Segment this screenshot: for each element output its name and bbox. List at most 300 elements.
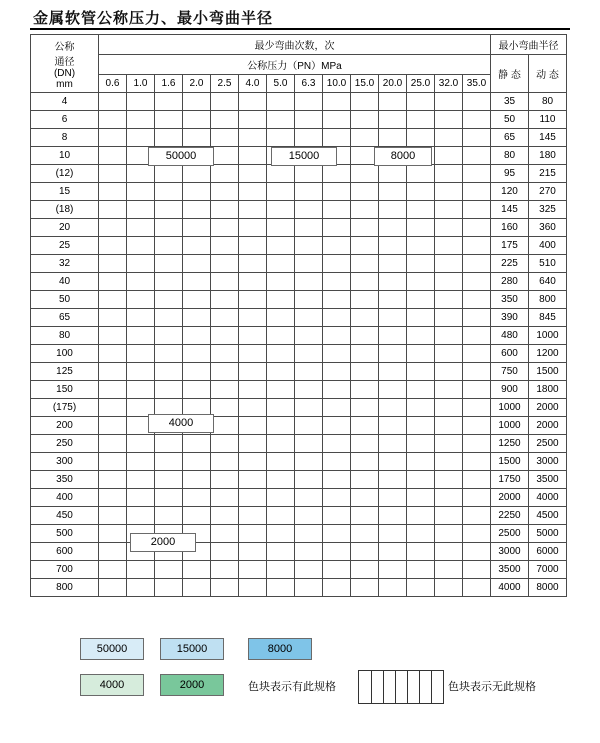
dynamic-radius-cell: 215: [529, 165, 567, 183]
static-radius-cell: 350: [491, 291, 529, 309]
spec-cell: [435, 561, 463, 579]
dynamic-radius-cell: 325: [529, 201, 567, 219]
pressure-value-12: 32.0: [435, 75, 463, 93]
spec-cell: [267, 93, 295, 111]
spec-cell: [267, 291, 295, 309]
swatch-line: [383, 671, 384, 703]
spec-cell: [407, 201, 435, 219]
spec-cell: [99, 453, 127, 471]
spec-cell: [239, 219, 267, 237]
table-body: [31, 93, 567, 597]
spec-cell: [183, 363, 211, 381]
legend-has-spec-text: 色块表示有此规格: [248, 681, 336, 693]
table-row: [31, 399, 567, 417]
spec-cell: [379, 165, 407, 183]
spec-cell: [267, 471, 295, 489]
dn-cell: (175): [31, 399, 99, 417]
spec-cell: [183, 561, 211, 579]
spec-cell: [323, 507, 351, 525]
spec-cell: [407, 309, 435, 327]
spec-cell: [379, 471, 407, 489]
table-row: [31, 201, 567, 219]
spec-cell: [239, 273, 267, 291]
spec-cell: [351, 579, 379, 597]
table-row: [31, 525, 567, 543]
spec-cell: [463, 453, 491, 471]
spec-cell: [463, 309, 491, 327]
radius-static-header: 静 态: [491, 55, 529, 93]
spec-cell: [155, 201, 183, 219]
legend-box-2000: 2000: [160, 674, 224, 696]
spec-cell: [351, 129, 379, 147]
spec-cell: [435, 543, 463, 561]
spec-cell: [351, 435, 379, 453]
spec-cell: [379, 345, 407, 363]
spec-cell: [323, 219, 351, 237]
spec-cell: [323, 291, 351, 309]
table-row: [31, 219, 567, 237]
spec-cell: [239, 93, 267, 111]
spec-cell: [323, 561, 351, 579]
spec-cell: [379, 129, 407, 147]
pressure-value-6: 5.0: [267, 75, 295, 93]
spec-cell: [183, 507, 211, 525]
spec-cell: [211, 363, 239, 381]
spec-cell: [295, 309, 323, 327]
spec-cell: [211, 489, 239, 507]
spec-cell: [379, 507, 407, 525]
spec-cell: [267, 489, 295, 507]
dynamic-radius-cell: 110: [529, 111, 567, 129]
spec-cell: [435, 489, 463, 507]
dynamic-radius-cell: 145: [529, 129, 567, 147]
spec-cell: [99, 525, 127, 543]
radius-dynamic-header: 动 态: [529, 55, 567, 93]
dynamic-radius-cell: 400: [529, 237, 567, 255]
spec-cell: [127, 579, 155, 597]
spec-cell: [183, 255, 211, 273]
spec-cell: [211, 147, 239, 165]
spec-cell: [323, 345, 351, 363]
spec-cell: [295, 219, 323, 237]
spec-cell: [295, 507, 323, 525]
spec-cell: [267, 273, 295, 291]
spec-cell: [323, 381, 351, 399]
spec-cell: [379, 561, 407, 579]
spec-cell: [155, 435, 183, 453]
spec-cell: [267, 219, 295, 237]
spec-cell: [127, 471, 155, 489]
dynamic-radius-cell: 1000: [529, 327, 567, 345]
static-radius-cell: 2000: [491, 489, 529, 507]
legend-no-spec-text: 色块表示无此规格: [448, 681, 536, 693]
overlay-label-8000: 8000: [374, 147, 432, 166]
spec-cell: [379, 453, 407, 471]
spec-cell: [127, 255, 155, 273]
pressure-header: 公称压力（PN）MPa: [99, 55, 491, 75]
spec-cell: [379, 327, 407, 345]
spec-cell: [127, 489, 155, 507]
pressure-value-8: 10.0: [323, 75, 351, 93]
spec-cell: [127, 129, 155, 147]
spec-cell: [99, 165, 127, 183]
table-row: [31, 489, 567, 507]
dn-cell: (18): [31, 201, 99, 219]
spec-cell: [435, 111, 463, 129]
spec-cell: [127, 183, 155, 201]
spec-cell: [351, 507, 379, 525]
spec-cell: [155, 219, 183, 237]
spec-cell: [183, 273, 211, 291]
spec-cell: [99, 219, 127, 237]
spec-cell: [211, 453, 239, 471]
static-radius-cell: 3000: [491, 543, 529, 561]
spec-cell: [295, 201, 323, 219]
spec-cell: [463, 507, 491, 525]
table-row: [31, 93, 567, 111]
spec-cell: [155, 561, 183, 579]
spec-cell: [267, 165, 295, 183]
spec-cell: [211, 183, 239, 201]
static-radius-cell: 1250: [491, 435, 529, 453]
spec-cell: [351, 381, 379, 399]
dn-cell: 4: [31, 93, 99, 111]
spec-cell: [379, 579, 407, 597]
spec-cell: [323, 579, 351, 597]
dynamic-radius-cell: 360: [529, 219, 567, 237]
spec-cell: [379, 309, 407, 327]
spec-cell: [267, 417, 295, 435]
table-row: [31, 381, 567, 399]
spec-cell: [127, 381, 155, 399]
spec-cell: [127, 561, 155, 579]
dn-header-line-1: 公称: [54, 41, 75, 53]
spec-cell: [295, 417, 323, 435]
spec-cell: [323, 93, 351, 111]
spec-cell: [435, 309, 463, 327]
spec-cell: [351, 345, 379, 363]
spec-cell: [99, 291, 127, 309]
spec-cell: [127, 201, 155, 219]
table-row: [31, 165, 567, 183]
spec-cell: [267, 129, 295, 147]
spec-cell: [211, 237, 239, 255]
spec-cell: [435, 381, 463, 399]
overlay-label-2000: 2000: [130, 533, 196, 552]
spec-cell: [379, 381, 407, 399]
spec-cell: [295, 273, 323, 291]
dynamic-radius-cell: 5000: [529, 525, 567, 543]
overlay-label-4000: 4000: [148, 414, 214, 433]
spec-cell: [351, 561, 379, 579]
spec-cell: [295, 579, 323, 597]
spec-cell: [239, 327, 267, 345]
spec-cell: [323, 111, 351, 129]
spec-cell: [267, 237, 295, 255]
spec-cell: [351, 165, 379, 183]
static-radius-cell: 1000: [491, 417, 529, 435]
swatch-line: [419, 671, 420, 703]
spec-cell: [267, 561, 295, 579]
spec-cell: [351, 327, 379, 345]
spec-cell: [211, 345, 239, 363]
spec-cell: [351, 111, 379, 129]
spec-cell: [267, 543, 295, 561]
spec-cell: [463, 435, 491, 453]
spec-cell: [463, 93, 491, 111]
spec-cell: [267, 201, 295, 219]
static-radius-cell: 1000: [491, 399, 529, 417]
spec-cell: [407, 291, 435, 309]
dn-header-line-3: (DN): [53, 67, 76, 79]
static-radius-cell: 225: [491, 255, 529, 273]
table-row: [31, 417, 567, 435]
spec-cell: [463, 471, 491, 489]
spec-cell: [379, 291, 407, 309]
legend-box-50000: 50000: [80, 638, 144, 660]
spec-cell: [407, 543, 435, 561]
spec-cell: [239, 435, 267, 453]
dynamic-radius-cell: 2000: [529, 417, 567, 435]
spec-cell: [295, 525, 323, 543]
spec-cell: [127, 435, 155, 453]
spec-cell: [407, 165, 435, 183]
spec-cell: [295, 183, 323, 201]
dynamic-radius-cell: 6000: [529, 543, 567, 561]
spec-cell: [351, 237, 379, 255]
spec-cell: [435, 255, 463, 273]
spec-cell: [155, 345, 183, 363]
spec-cell: [183, 435, 211, 453]
dynamic-radius-cell: 270: [529, 183, 567, 201]
spec-cell: [295, 471, 323, 489]
spec-cell: [463, 579, 491, 597]
spec-cell: [99, 345, 127, 363]
spec-cell: [211, 165, 239, 183]
spec-cell: [463, 129, 491, 147]
spec-cell: [99, 129, 127, 147]
spec-cell: [99, 543, 127, 561]
spec-cell: [211, 129, 239, 147]
dn-cell: (12): [31, 165, 99, 183]
dn-cell: 350: [31, 471, 99, 489]
legend-box-15000: 15000: [160, 638, 224, 660]
spec-cell: [99, 147, 127, 165]
spec-cell: [407, 525, 435, 543]
spec-cell: [407, 93, 435, 111]
spec-cell: [379, 111, 407, 129]
spec-cell: [435, 327, 463, 345]
spec-cell: [295, 327, 323, 345]
spec-cell: [211, 543, 239, 561]
spec-cell: [435, 291, 463, 309]
spec-cell: [239, 183, 267, 201]
spec-cell: [239, 561, 267, 579]
spec-cell: [407, 219, 435, 237]
spec-cell: [295, 165, 323, 183]
dn-cell: 400: [31, 489, 99, 507]
spec-cell: [407, 435, 435, 453]
spec-cell: [239, 237, 267, 255]
spec-cell: [323, 129, 351, 147]
spec-cell: [463, 525, 491, 543]
spec-cell: [183, 327, 211, 345]
spec-cell: [435, 165, 463, 183]
dynamic-radius-cell: 845: [529, 309, 567, 327]
static-radius-cell: 120: [491, 183, 529, 201]
spec-cell: [183, 453, 211, 471]
spec-cell: [267, 507, 295, 525]
pressure-value-7: 6.3: [295, 75, 323, 93]
spec-cell: [351, 489, 379, 507]
spec-cell: [155, 273, 183, 291]
static-radius-cell: 65: [491, 129, 529, 147]
dynamic-radius-cell: 3000: [529, 453, 567, 471]
spec-cell: [323, 453, 351, 471]
spec-cell: [407, 399, 435, 417]
spec-cell: [351, 525, 379, 543]
spec-cell: [435, 417, 463, 435]
spec-cell: [379, 273, 407, 291]
spec-cell: [407, 489, 435, 507]
spec-cell: [379, 93, 407, 111]
pressure-value-3: 2.0: [183, 75, 211, 93]
spec-cell: [351, 309, 379, 327]
spec-cell: [183, 489, 211, 507]
spec-cell: [239, 381, 267, 399]
table-row: [31, 255, 567, 273]
spec-cell: [99, 273, 127, 291]
spec-cell: [155, 363, 183, 381]
spec-cell: [435, 201, 463, 219]
dynamic-radius-cell: 1800: [529, 381, 567, 399]
spec-cell: [127, 165, 155, 183]
spec-cell: [267, 579, 295, 597]
spec-cell: [155, 579, 183, 597]
spec-cell: [323, 435, 351, 453]
swatch-line: [371, 671, 372, 703]
spec-cell: [323, 201, 351, 219]
dn-cell: 800: [31, 579, 99, 597]
static-radius-cell: 50: [491, 111, 529, 129]
spec-cell: [239, 453, 267, 471]
spec-cell: [463, 543, 491, 561]
static-radius-cell: 80: [491, 147, 529, 165]
dynamic-radius-cell: 510: [529, 255, 567, 273]
spec-cell: [463, 219, 491, 237]
table-row: [31, 273, 567, 291]
static-radius-cell: 175: [491, 237, 529, 255]
spec-cell: [379, 543, 407, 561]
spec-cell: [407, 237, 435, 255]
overlay-label-50000: 50000: [148, 147, 214, 166]
spec-cell: [99, 111, 127, 129]
spec-cell: [183, 309, 211, 327]
spec-cell: [323, 417, 351, 435]
table-row: [31, 111, 567, 129]
spec-cell: [99, 309, 127, 327]
spec-cell: [435, 183, 463, 201]
spec-cell: [435, 345, 463, 363]
spec-cell: [379, 435, 407, 453]
table-header: [31, 35, 567, 93]
spec-cell: [211, 561, 239, 579]
spec-cell: [155, 327, 183, 345]
pressure-value-1: 1.0: [127, 75, 155, 93]
spec-cell: [295, 381, 323, 399]
static-radius-cell: 95: [491, 165, 529, 183]
spec-cell: [379, 489, 407, 507]
spec-cell: [99, 183, 127, 201]
spec-cell: [183, 345, 211, 363]
spec-cell: [295, 543, 323, 561]
swatch-line: [407, 671, 408, 703]
dn-header-line-4: mm: [56, 78, 73, 90]
static-radius-cell: 900: [491, 381, 529, 399]
spec-cell: [127, 219, 155, 237]
spec-cell: [127, 237, 155, 255]
spec-cell: [183, 471, 211, 489]
spec-cell: [99, 363, 127, 381]
dynamic-radius-cell: 800: [529, 291, 567, 309]
spec-cell: [463, 363, 491, 381]
spec-cell: [407, 363, 435, 381]
spec-cell: [435, 147, 463, 165]
spec-cell: [155, 165, 183, 183]
spec-cell: [407, 273, 435, 291]
spec-cell: [211, 399, 239, 417]
spec-cell: [351, 453, 379, 471]
spec-cell: [183, 129, 211, 147]
spec-cell: [239, 543, 267, 561]
spec-cell: [239, 525, 267, 543]
spec-cell: [407, 255, 435, 273]
spec-cell: [435, 453, 463, 471]
spec-cell: [211, 111, 239, 129]
dn-cell: 15: [31, 183, 99, 201]
spec-cell: [155, 489, 183, 507]
table-row: [31, 507, 567, 525]
spec-cell: [407, 561, 435, 579]
dynamic-radius-cell: 8000: [529, 579, 567, 597]
static-radius-cell: 390: [491, 309, 529, 327]
dn-header-cell: [31, 35, 99, 93]
spec-cell: [127, 507, 155, 525]
spec-cell: [323, 525, 351, 543]
spec-cell: [99, 507, 127, 525]
spec-cell: [183, 219, 211, 237]
dn-cell: 700: [31, 561, 99, 579]
dynamic-radius-cell: 80: [529, 93, 567, 111]
spec-cell: [351, 399, 379, 417]
spec-cell: [183, 381, 211, 399]
spec-cell: [127, 273, 155, 291]
spec-cell: [211, 471, 239, 489]
spec-cell: [323, 543, 351, 561]
spec-cell: [239, 129, 267, 147]
spec-cell: [435, 435, 463, 453]
spec-cell: [379, 525, 407, 543]
spec-cell: [323, 237, 351, 255]
spec-cell: [295, 399, 323, 417]
overlay-label-15000: 15000: [271, 147, 337, 166]
spec-cell: [211, 93, 239, 111]
pressure-values-row: [31, 75, 567, 93]
swatch-line: [431, 671, 432, 703]
spec-cell: [155, 255, 183, 273]
spec-cell: [323, 327, 351, 345]
spec-cell: [267, 453, 295, 471]
